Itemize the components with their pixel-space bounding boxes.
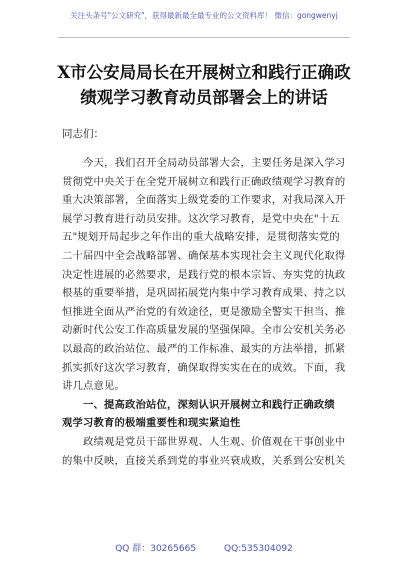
body-text-line: 讲几点意见。 (62, 380, 125, 393)
section-heading-line: 一、提高政治站位，深刻认识开展树立和践行正确政绩 (83, 398, 335, 411)
header-divider (58, 37, 350, 38)
body-text-line: 动新时代公安工作高质量发展的坚强保障。全市公安机关务必 (62, 324, 346, 337)
document-title (40, 60, 368, 110)
section-heading-line: 观学习教育的极端重要性和现实紧迫性 (62, 417, 241, 430)
body-text-line: 五"规划开局起步之年作出的重大战略安排，是贯彻落实党的 (62, 231, 340, 244)
salutation: 同志们： (62, 128, 104, 140)
title-line-2: 绩观学习教育动员部署会上的讲话 (80, 88, 328, 107)
body-text-line: 根基的重要举措，是巩固拓展党内集中学习教育成果、持之以 (62, 287, 346, 300)
body-text-line: 今天，我们召开全局动员部署大会，主要任务是深入学习 (83, 157, 346, 169)
body-text-line: 恒推进全面从严治党的有效途径，更是激励全警实干担当、推 (62, 305, 346, 318)
title-line-1: X市公安局局长在开展树立和践行正确政 (57, 63, 351, 82)
body-text-line: 以最高的政治站位、最严的工作标准、最实的方法举措，抓紧 (62, 342, 346, 355)
body-text-line: 决定性进展的必然要求，是践行党的根本宗旨、夯实党的执政 (62, 268, 346, 281)
footer-contact (0, 541, 408, 554)
header-promo-text: 关注头条号"公文研究"，获得最新最全最专业的公文资料库！ 微信：gongwenyj (70, 11, 338, 20)
document-body (62, 154, 352, 470)
body-text-line: 重大决策部署，全面落实上级党委的工作要求，对我局深入开 (62, 194, 346, 207)
footer-qq-group: QQ 群：30265665 (115, 544, 197, 554)
body-text-line: 政绩观是党员干部世界观、人生观、价值观在干事创业中 (83, 435, 346, 448)
body-text-line: 二十届四中全会战略部署、确保基本实现社会主义现代化取得 (62, 249, 346, 262)
footer-qq-number: QQ:535304092 (224, 544, 293, 554)
body-text-line: 抓实抓好这次学习教育，确保取得实实在在的成效。下面，我 (62, 361, 346, 374)
body-text-line: 的集中反映，直接关系到党的事业兴衰成败，关系到公安机关 (62, 454, 346, 467)
body-text-line: 展学习教育进行动员安排。这次学习教育，是党中央在"十五 (62, 212, 340, 225)
body-text-line: 贯彻党中央关于在全党开展树立和践行正确政绩观学习教育的 (62, 175, 346, 188)
